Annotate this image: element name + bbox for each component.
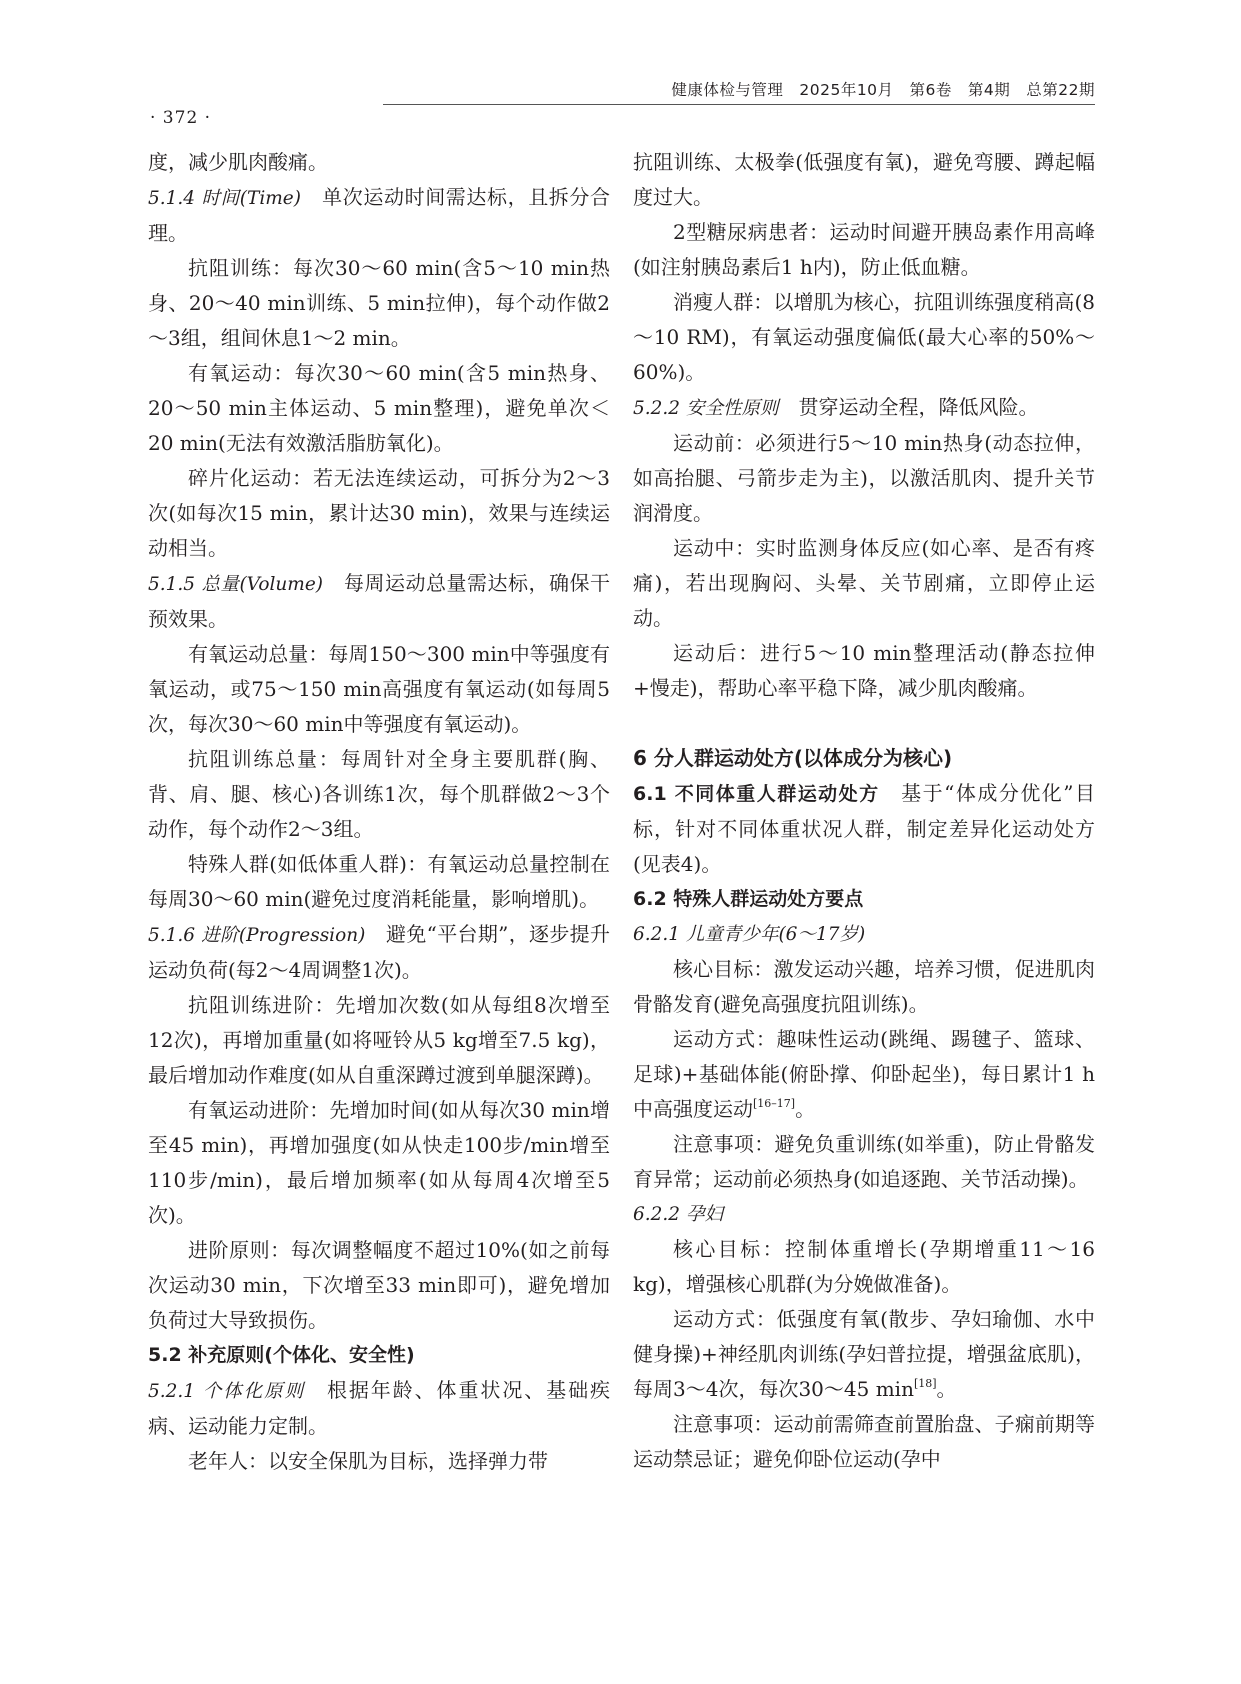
subsection-5-1-5 [148,566,610,637]
subsection-text: 贯穿运动全程，降低风险。 [798,395,1039,419]
subsection-6-2-2 [633,1197,1095,1232]
header-rule [383,104,1095,105]
paragraph: 消瘦人群：以增肌为核心，抗阻训练强度稍高(8～10 RM)，有氧运动强度偏低(最大心率的50%～60%)。 [633,290,1095,384]
paragraph-end: 。 [936,1377,957,1401]
subsection-number: 5.2.2 安全性原则 [633,398,779,419]
section-heading-6: 6 分人群运动处方(以体成分为核心) [633,746,953,770]
paragraph-text: 运动方式：低强度有氧(散步、孕妇瑜伽、水中健身操)+神经肌肉训练(孕妇普拉提，增强盆底肌)，每周3～4次，每次30～45 min [633,1307,1095,1401]
paragraph: 2型糖尿病患者：运动时间避开胰岛素作用高峰(如注射胰岛素后1 h内)，防止低血糖。 [633,220,1095,279]
paragraph: 老年人：以安全保肌为目标，选择弹力带 [188,1449,548,1473]
section-6-1 [633,776,1095,882]
right-column [633,145,1095,1477]
paragraph: 注意事项：运动前需筛查前置胎盘、子痫前期等运动禁忌证；避免仰卧位运动(孕中 [633,1412,1095,1471]
subsection-text: 单次运动时间需达标，且拆分合理。 [148,185,611,245]
subsection-5-2-2 [633,390,1095,426]
subsection-text: 每周运动总量需达标，确保干预效果。 [148,571,611,631]
paragraph: 核心目标：激发运动兴趣，培养习惯，促进肌肉骨骼发育(避免高强度抗阻训练)。 [633,957,1095,1016]
paragraph: 核心目标：控制体重增长(孕期增重11～16 kg)，增强核心肌群(为分娩做准备)。 [633,1237,1095,1296]
subsection-text: 避免“平台期”，逐步提升运动负荷(每2～4周调整1次)。 [148,922,610,982]
section-text: 基于“体成分优化”目标，针对不同体重状况人群，制定差异化运动处方(见表4)。 [633,781,1096,876]
paragraph: 抗阻训练总量：每周针对全身主要肌群(胸、背、肩、腿、核心)各训练1次，每个肌群做2～3个动作，每个动作2～3组。 [148,747,610,841]
section-heading-6-1: 6.1 不同体重人群运动处方 [633,783,880,805]
paragraph: 运动后：进行5～10 min整理活动(静态拉伸+慢走)，帮助心率平稳下降，减少肌肉酸痛。 [633,641,1095,700]
citation-ref: [18] [913,1377,937,1390]
paragraph: 进阶原则：每次调整幅度不超过10%(如之前每次运动30 min，下次增至33 min即可)，避免增加负荷过大导致损伤。 [148,1238,610,1332]
subsection-number: 6.2.1 儿童青少年(6～17岁) [633,924,866,945]
paragraph: 碎片化运动：若无法连续运动，可拆分为2～3次(如每次15 min，累计达30 min)，效果与连续运动相当。 [148,466,610,560]
paragraph: 注意事项：避免负重训练(如举重)，防止骨骼发育异常；运动前必须热身(如追逐跑、关节活动操)。 [633,1132,1095,1191]
page-number: · 372 · [150,108,212,128]
section-heading-5-2: 5.2 补充原则(个体化、安全性) [148,1344,415,1366]
paragraph: 抗阻训练：每次30～60 min(含5～10 min热身、20～40 min训练、5 min拉伸)，每个动作做2～3组，组间休息1～2 min。 [148,256,610,350]
subsection-number: 5.1.4 时间(Time) [148,188,301,209]
paragraph: 有氧运动：每次30～60 min(含5 min热身、20～50 min主体运动、5 min整理)，避免单次＜20 min(无法有效激活脂肪氧化)。 [148,361,610,455]
subsection-5-1-4 [148,180,610,251]
section-heading-6-2: 6.2 特殊人群运动处方要点 [633,888,864,910]
subsection-number: 6.2.2 孕妇 [633,1204,723,1225]
subsection-5-2-1 [148,1373,610,1444]
running-head: 健康体检与管理 2025年10月 第6卷 第4期 总第22期 [671,81,1095,99]
paragraph: 有氧运动总量：每周150～300 min中等强度有氧运动，或75～150 min高强度有氧运动(如每周5次，每次30～60 min中等强度有氧运动)。 [148,642,610,736]
paragraph: 度，减少肌肉酸痛。 [148,150,328,174]
paragraph: 运动前：必须进行5～10 min热身(动态拉伸，如高抬腿、弓箭步走为主)，以激活肌肉、提升关节润滑度。 [633,431,1095,525]
paragraph: 抗阻训练进阶：先增加次数(如从每组8次增至12次)，再增加重量(如将哑铃从5 kg增至7.5 kg)，最后增加动作难度(如从自重深蹲过渡到单腿深蹲)。 [148,993,610,1087]
paragraph: 运动中：实时监测身体反应(如心率、是否有疼痛)，若出现胸闷、头晕、关节剧痛，立即停止运动。 [633,536,1095,630]
left-column [148,145,610,1479]
paragraph [633,1022,1095,1127]
paragraph-end: 。 [795,1097,816,1121]
paragraph [633,1302,1095,1407]
subsection-number: 5.2.1 个体化原则 [148,1381,305,1402]
subsection-6-2-1 [633,917,1095,952]
subsection-number: 5.1.6 进阶(Progression) [148,925,366,946]
paragraph: 特殊人群(如低体重人群)：有氧运动总量控制在每周30～60 min(避免过度消耗能量，影响增肌)。 [148,852,610,911]
paragraph: 抗阻训练、太极拳(低强度有氧)，避免弯腰、蹲起幅度过大。 [633,150,1095,209]
subsection-5-1-6 [148,917,610,988]
subsection-text: 根据年龄、体重状况、基础疾病、运动能力定制。 [148,1378,611,1438]
paragraph: 有氧运动进阶：先增加时间(如从每次30 min增至45 min)，再增加强度(如从快走100步/min增至110步/min)，最后增加频率(如从每周4次增至5次)。 [148,1098,610,1227]
paragraph-text: 运动方式：趣味性运动(跳绳、踢毽子、篮球、足球)+基础体能(俯卧撑、仰卧起坐)，每日累计1 h中高强度运动 [633,1027,1095,1121]
subsection-number: 5.1.5 总量(Volume) [148,574,324,595]
citation-ref: [16–17] [753,1097,796,1110]
